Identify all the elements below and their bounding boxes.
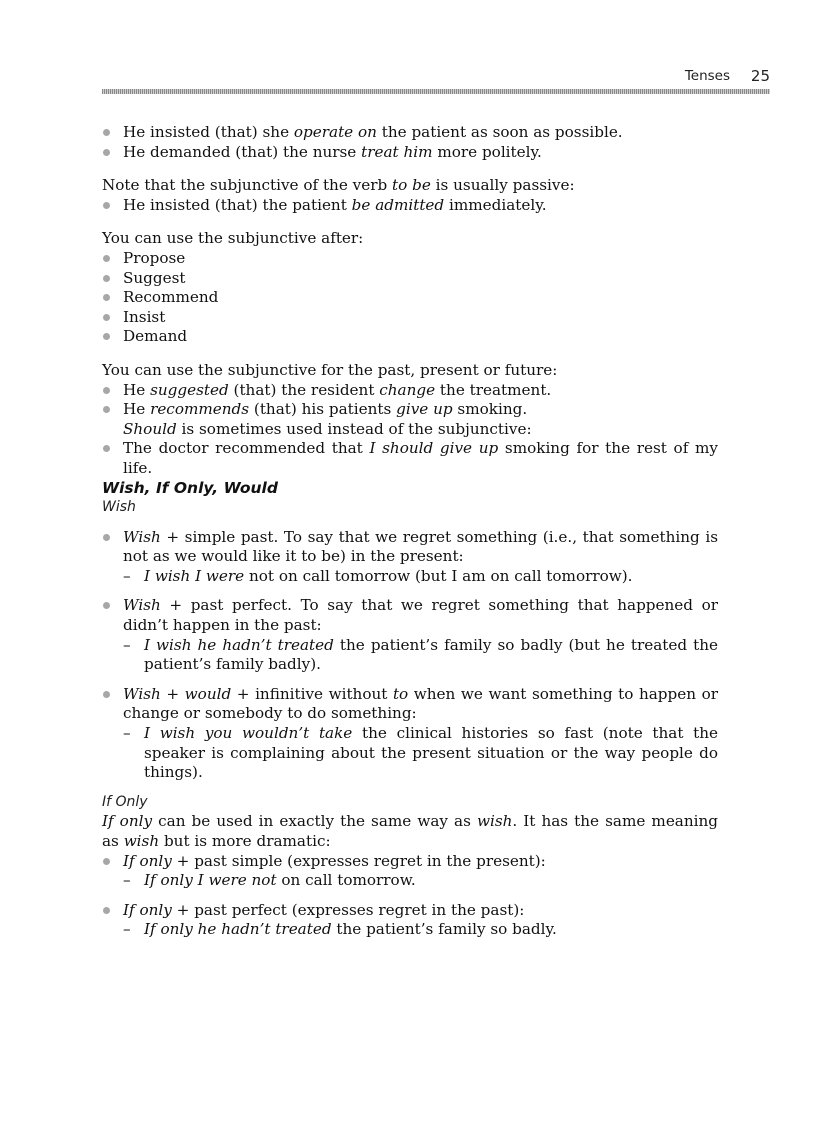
subheading-if-only: If Only (102, 793, 148, 810)
list-item: If only + past perfect (expresses regret in the past): (102, 901, 718, 921)
subheading-wish: Wish (102, 499, 136, 516)
page-number: 25 (750, 67, 770, 85)
list-item: If only + past simple (expresses regret in the present): (102, 852, 718, 872)
example-item: – I wish he hadn’t treated the patient’s family so badly (but he treated the patient’s family badly). (102, 636, 718, 675)
example-item: – If only I were not on call tomorrow. (102, 871, 718, 891)
body-text (102, 123, 718, 940)
list-item: He demanded (that) the nurse treat him more politely. (102, 143, 718, 163)
example-item: – I wish I were not on call tomorrow (but I am on call tomorrow). (102, 567, 718, 587)
list-item: Wish + past perfect. To say that we regret something that happened or didn’t happen in the past: (102, 596, 718, 635)
running-head (102, 66, 770, 88)
list-item: He suggested (that) the resident change the treatment. (102, 381, 718, 401)
note-paragraph: Note that the subjunctive of the verb to be is usually passive: (102, 176, 575, 195)
list-item: Wish + simple past. To say that we regret something (i.e., that something is not as we would like it to be) in the present: (102, 528, 718, 567)
list-item: He recommends (that) his patients give up smoking. (102, 400, 718, 420)
list-item: The doctor recommended that I should give up smoking for the rest of my life. (102, 439, 718, 478)
if-only-paragraph: If only can be used in exactly the same way as wish. It has the same meaning as wish but is more dramatic: (102, 812, 718, 850)
tenses-intro: You can use the subjunctive for the past, present or future: (102, 360, 558, 379)
example-item: – If only he hadn’t treated the patient’s family so badly. (102, 920, 718, 940)
list-item: Wish + would + infinitive without to when we want something to happen or change or somebody to do something: (102, 685, 718, 724)
list-item: He insisted (that) she operate on the patient as soon as possible. (102, 123, 718, 143)
section-name: Tenses (684, 68, 730, 84)
list-item: Recommend (102, 288, 718, 308)
should-note: Should is sometimes used instead of the subjunctive: (123, 419, 532, 438)
header-rule (102, 89, 770, 94)
section-heading: Wish, If Only, Would (102, 478, 278, 497)
list-item: Insist (102, 308, 718, 328)
list-item: Propose (102, 249, 718, 269)
list-item: He insisted (that) the patient be admitted immediately. (102, 196, 718, 216)
after-intro: You can use the subjunctive after: (102, 229, 364, 248)
list-item: Suggest (102, 269, 718, 289)
list-item: Demand (102, 327, 718, 347)
example-item: – I wish you wouldn’t take the clinical histories so fast (note that the speaker is complaining about the present situation or the way people do things). (102, 724, 718, 783)
